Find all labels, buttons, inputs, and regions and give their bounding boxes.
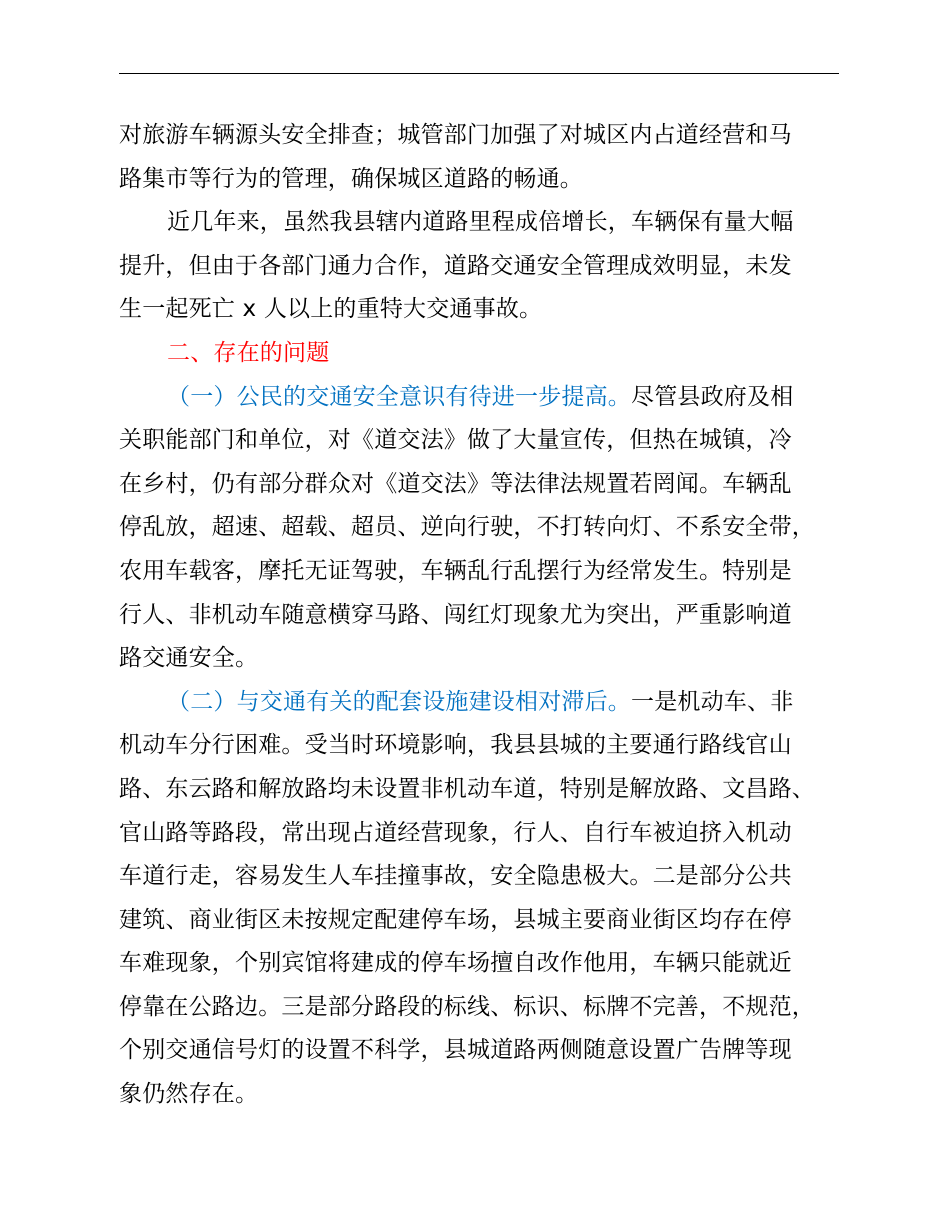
subsection-heading: （一）公民的交通安全意识有待进一步提高。 <box>167 383 631 410</box>
paragraph-line: 生一起死亡 x 人以上的重特大交通事故。 <box>119 296 543 323</box>
paragraph-line: 停靠在公路边。三是部分路段的标线、标识、标牌不完善，不规范， <box>119 993 815 1020</box>
section-heading: 二、存在的问题 <box>167 339 330 366</box>
paragraph-line: 车难现象，个别宾馆将建成的停车场擅自改作他用，车辆只能就近 <box>119 950 792 977</box>
paragraph-line: 机动车分行困难。受当时环境影响，我县县城的主要通行路线官山 <box>119 732 792 759</box>
paragraph-line: 建筑、商业街区未按规定配建停车场，县城主要商业街区均存在停 <box>119 906 792 933</box>
paragraph-line: 路、东云路和解放路均未设置非机动车道，特别是解放路、文昌路、 <box>119 775 815 802</box>
paragraph-text: 尽管县政府及相 <box>631 383 794 410</box>
paragraph-line <box>119 681 843 725</box>
paragraph-line: 行人、非机动车随意横穿马路、闯红灯现象尤为突出，严重影响道 <box>119 601 792 628</box>
paragraph-line: 个别交通信号灯的设置不科学，县城道路两侧随意设置广告牌等现 <box>119 1037 792 1064</box>
paragraph-text: 一是机动车、非 <box>631 688 794 715</box>
paragraph-line: 官山路等路段，常出现占道经营现象，行人、自行车被迫挤入机动 <box>119 819 792 846</box>
document-body <box>119 114 843 1117</box>
paragraph-line: 关职能部门和单位，对《道交法》做了大量宣传，但热在城镇，冷 <box>119 427 792 454</box>
paragraph-line: 车道行走，容易发生人车挂撞事故，安全隐患极大。二是部分公共 <box>119 863 792 890</box>
paragraph-line: 近几年来，虽然我县辖内道路里程成倍增长，车辆保有量大幅 <box>167 209 794 236</box>
header-rule <box>119 73 839 74</box>
subsection-heading: （二）与交通有关的配套设施建设相对滞后。 <box>167 688 631 715</box>
paragraph-line: 农用车载客，摩托无证驾驶，车辆乱行乱摆行为经常发生。特别是 <box>119 557 792 584</box>
paragraph-line: 对旅游车辆源头安全排查；城管部门加强了对城区内占道经营和马 <box>119 122 792 148</box>
paragraph-line: 提升，但由于各部门通力合作，道路交通安全管理成效明显，未发 <box>119 252 792 279</box>
paragraph-line: 路集市等行为的管理，确保城区道路的畅通。 <box>119 165 583 192</box>
paragraph-line <box>119 376 843 420</box>
paragraph-line: 路交通安全。 <box>119 645 259 672</box>
paragraph-line: 停乱放，超速、超载、超员、逆向行驶，不打转向灯、不系安全带， <box>119 514 815 541</box>
paragraph-line: 象仍然存在。 <box>119 1081 259 1108</box>
paragraph-line: 在乡村，仍有部分群众对《道交法》等法律法规置若罔闻。车辆乱 <box>119 470 792 497</box>
